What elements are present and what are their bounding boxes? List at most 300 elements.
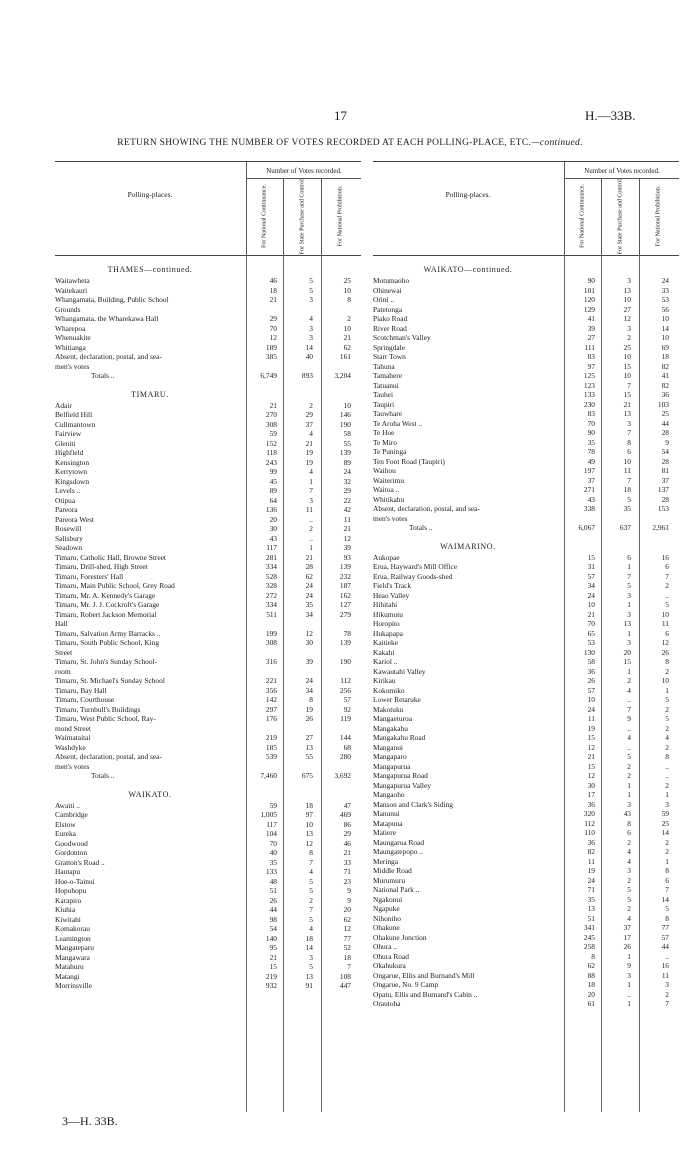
- table-row: [373, 952, 679, 962]
- table-header: [55, 162, 361, 256]
- state-purchase-votes: 893: [301, 371, 313, 380]
- table-row: [373, 743, 679, 753]
- state-purchase-votes: 9: [627, 714, 631, 723]
- national-prohibition-votes: 146: [339, 410, 351, 419]
- polling-place-name: Waitoa ..: [373, 485, 400, 494]
- table-row: [55, 724, 361, 734]
- national-continuance-votes: 64: [269, 495, 277, 505]
- polling-place-name: Mangapurua Valley: [373, 780, 431, 790]
- state-purchase-votes: 14: [305, 943, 313, 952]
- national-continuance-votes: 54: [269, 924, 277, 933]
- state-purchase-votes: 3: [627, 638, 631, 647]
- state-purchase-votes: 4: [309, 314, 313, 323]
- national-continuance-votes: 71: [587, 885, 595, 894]
- national-continuance-votes: 12: [587, 742, 595, 752]
- national-prohibition-votes: 5: [665, 904, 669, 913]
- state-purchase-votes: 3: [309, 333, 313, 342]
- national-continuance-votes: 320: [583, 809, 595, 818]
- polling-place-name: Te Hoe: [373, 428, 395, 437]
- national-prohibition-votes: ..: [665, 771, 669, 780]
- table-row: [55, 858, 361, 868]
- table-row: [55, 352, 361, 362]
- national-prohibition-votes: 62: [343, 342, 351, 352]
- state-purchase-votes: 37: [305, 419, 313, 429]
- polling-place-name: Washdyke: [55, 742, 86, 752]
- national-continuance-votes: 21: [269, 295, 277, 304]
- state-purchase-votes: 5: [627, 894, 631, 904]
- polling-place-name: Springdale: [373, 342, 406, 352]
- national-prohibition-votes: 53: [661, 295, 669, 304]
- table-row: [373, 600, 679, 610]
- state-purchase-votes: 34: [305, 609, 313, 619]
- table-row: [55, 572, 361, 582]
- national-continuance-votes: 37: [587, 475, 595, 485]
- national-prohibition-votes: 162: [339, 590, 351, 600]
- polling-place-name: Hukapapa: [373, 628, 403, 638]
- state-purchase-votes: 7: [627, 571, 631, 581]
- table-row: [373, 942, 679, 952]
- table-row: [55, 705, 361, 715]
- polling-place-name: Field's Track: [373, 581, 412, 590]
- national-prohibition-votes: 187: [339, 581, 351, 590]
- table-row: [373, 819, 679, 829]
- national-continuance-votes: 90: [587, 428, 595, 437]
- national-continuance-votes: 39: [587, 323, 595, 333]
- polling-place-name: Karapiro: [55, 895, 82, 905]
- polling-places-header: Polling-places.: [127, 190, 173, 199]
- national-continuance-votes: 90: [587, 276, 595, 285]
- polling-place-name: Aukopae: [373, 552, 400, 562]
- national-continuance-votes: 272: [265, 590, 277, 600]
- polling-place-name: Timaru, Foresters' Hall: [55, 571, 124, 581]
- polling-place-name: Kokomiko: [373, 685, 405, 695]
- national-prohibition-votes: 14: [661, 323, 669, 333]
- national-continuance-votes: 152: [265, 438, 277, 448]
- national-continuance-votes: 62: [587, 961, 595, 970]
- national-continuance-votes: 129: [583, 304, 595, 314]
- state-purchase-votes: 3: [627, 609, 631, 619]
- table-row: [55, 714, 361, 724]
- state-purchase-votes: 13: [305, 742, 313, 752]
- state-purchase-votes: 15: [623, 657, 631, 666]
- national-prohibition-votes: 12: [661, 638, 669, 647]
- polling-place-name: Kensington: [55, 457, 90, 467]
- national-prohibition-votes: 29: [343, 486, 351, 495]
- national-prohibition-votes: 9: [347, 895, 351, 905]
- table-row: [55, 314, 361, 324]
- national-continuance-votes: 185: [265, 742, 277, 752]
- national-continuance-votes: 12: [587, 771, 595, 780]
- state-purchase-votes: 5: [309, 914, 313, 924]
- state-purchase-votes: 7: [627, 428, 631, 437]
- state-purchase-votes: 18: [623, 485, 631, 494]
- state-purchase-votes: 7: [627, 380, 631, 390]
- polling-place-name: Elstow: [55, 819, 76, 829]
- national-prohibition-votes: 2: [665, 989, 669, 999]
- national-prohibition-votes: 2: [665, 742, 669, 752]
- table-row: [55, 505, 361, 515]
- header-national-prohibition: For National Prohibition.: [337, 185, 344, 247]
- national-continuance-votes: 40: [269, 848, 277, 857]
- polling-place-name: Matangi: [55, 971, 80, 981]
- polling-place-name: Totals ..: [409, 523, 433, 532]
- polling-place-name: Whangamata, Building, Public School: [55, 295, 169, 304]
- table-row: [55, 429, 361, 439]
- national-continuance-votes: 111: [584, 342, 595, 352]
- national-prohibition-votes: 279: [339, 609, 351, 619]
- national-prohibition-votes: 57: [343, 695, 351, 704]
- national-continuance-votes: 110: [584, 828, 595, 837]
- table-row: [373, 933, 679, 943]
- table-row: [55, 981, 361, 991]
- national-continuance-votes: 281: [265, 552, 277, 562]
- state-purchase-votes: 10: [623, 456, 631, 466]
- polling-place-name: Tauhei: [373, 390, 394, 399]
- table-row: [55, 667, 361, 677]
- state-purchase-votes: 2: [627, 837, 631, 847]
- state-purchase-votes: 2: [627, 333, 631, 342]
- table-row: [373, 371, 679, 381]
- national-prohibition-votes: 7: [665, 999, 669, 1008]
- national-continuance-votes: 44: [269, 905, 277, 914]
- national-continuance-votes: 338: [583, 504, 595, 513]
- state-purchase-votes: 8: [309, 848, 313, 857]
- state-purchase-votes: 8: [627, 437, 631, 447]
- national-continuance-votes: 230: [583, 399, 595, 409]
- table-row: [55, 762, 361, 772]
- polling-place-name: Mangapurua Road: [373, 771, 428, 780]
- polling-place-name: Orini ..: [373, 295, 395, 304]
- state-purchase-votes: 7: [309, 486, 313, 495]
- polling-place-name: Timaru, Catholic Hall, Browne Street: [55, 552, 166, 562]
- national-continuance-votes: 97: [587, 361, 595, 371]
- national-prohibition-votes: 86: [343, 819, 351, 829]
- national-prohibition-votes: 2: [665, 837, 669, 847]
- table-row: [373, 961, 679, 971]
- table-row: [373, 485, 679, 495]
- national-continuance-votes: 20: [587, 989, 595, 999]
- polling-place-name: room: [55, 666, 71, 676]
- table-row: [55, 896, 361, 906]
- national-continuance-votes: 35: [587, 437, 595, 447]
- national-continuance-votes: 59: [269, 800, 277, 810]
- table-row: [373, 809, 679, 819]
- polling-place-name: Timaru, Mr. A. Kennedy's Garage: [55, 590, 156, 600]
- table-row: [55, 439, 361, 449]
- polling-place-name: Ten Foot Road (Taupiri): [373, 456, 445, 466]
- table-row: [55, 839, 361, 849]
- polling-place-name: Levels ..: [55, 486, 81, 495]
- table-row: [373, 419, 679, 429]
- polling-place-name: Pareora West: [55, 514, 94, 524]
- polling-place-name: Erua, Hayward's Mill Office: [373, 562, 458, 571]
- state-purchase-votes: 2: [309, 895, 313, 905]
- national-prohibition-votes: 77: [661, 923, 669, 932]
- polling-place-name: Murumuru: [373, 875, 406, 885]
- national-prohibition-votes: 54: [661, 447, 669, 456]
- table-row: [55, 496, 361, 506]
- national-prohibition-votes: 119: [340, 714, 351, 723]
- national-continuance-votes: 21: [587, 752, 595, 761]
- national-continuance-votes: 101: [583, 285, 595, 295]
- table-row: [373, 572, 679, 582]
- polling-place-name: River Road: [373, 323, 407, 333]
- national-continuance-votes: 24: [587, 875, 595, 885]
- state-purchase-votes: 4: [627, 856, 631, 866]
- national-continuance-votes: 98: [269, 914, 277, 924]
- national-continuance-votes: 34: [587, 581, 595, 590]
- national-prohibition-votes: 103: [657, 399, 669, 409]
- national-prohibition-votes: 10: [343, 285, 351, 295]
- national-prohibition-votes: 8: [665, 866, 669, 875]
- national-continuance-votes: 43: [587, 494, 595, 504]
- polling-place-name: Starr Town: [373, 352, 406, 361]
- state-purchase-votes: 1: [627, 780, 631, 790]
- state-purchase-votes: 21: [305, 552, 313, 562]
- table-row: [55, 676, 361, 686]
- national-prohibition-votes: 20: [343, 905, 351, 914]
- polling-place-name: Mangawara: [55, 952, 90, 962]
- polling-place-name: Leamington: [55, 933, 91, 943]
- national-continuance-votes: 78: [587, 447, 595, 456]
- national-prohibition-votes: 10: [661, 609, 669, 619]
- table-row: [373, 923, 679, 933]
- table-row: [55, 515, 361, 525]
- header-national-continuance: For National Continuance.: [579, 184, 586, 248]
- national-continuance-votes: 36: [587, 799, 595, 809]
- national-prohibition-votes: 28: [661, 494, 669, 504]
- state-purchase-votes: 35: [623, 504, 631, 513]
- national-continuance-votes: 140: [265, 933, 277, 943]
- table-row: [373, 362, 679, 372]
- polling-place-name: Hall: [55, 619, 68, 628]
- state-purchase-votes: 18: [305, 933, 313, 943]
- state-purchase-votes: ..: [309, 514, 313, 524]
- national-continuance-votes: 48: [269, 876, 277, 886]
- polling-place-name: Cullmantown: [55, 419, 96, 429]
- polling-place-name: Ohinewai: [373, 285, 402, 295]
- national-prohibition-votes: 69: [661, 342, 669, 352]
- state-purchase-votes: 3: [627, 418, 631, 428]
- national-continuance-votes: 70: [269, 323, 277, 333]
- state-purchase-votes: 24: [305, 676, 313, 685]
- national-continuance-votes: 328: [265, 581, 277, 590]
- table-row: [373, 790, 679, 800]
- table-row: [55, 553, 361, 563]
- national-continuance-votes: 219: [265, 733, 277, 742]
- polling-place-name: National Park ..: [373, 885, 420, 894]
- state-purchase-votes: 4: [627, 733, 631, 742]
- table-row: [373, 324, 679, 334]
- polling-place-name: Timaru, St. Michael's Sunday School: [55, 676, 165, 685]
- table-row: [373, 657, 679, 667]
- national-prohibition-votes: 18: [343, 952, 351, 962]
- polling-place-name: Kingsdown: [55, 476, 90, 486]
- national-continuance-votes: 70: [587, 619, 595, 628]
- table-row: [373, 495, 679, 505]
- table-row: [373, 286, 679, 296]
- national-continuance-votes: 65: [587, 628, 595, 638]
- polling-place-name: Motumaoho: [373, 276, 410, 285]
- table-row: [373, 295, 679, 305]
- state-purchase-votes: 12: [305, 628, 313, 638]
- polling-place-name: Ohura Road: [373, 951, 409, 961]
- national-continuance-votes: 189: [265, 342, 277, 352]
- national-prohibition-votes: 8: [665, 752, 669, 761]
- state-purchase-votes: 62: [305, 571, 313, 581]
- polling-place-name: Tauwhare: [373, 409, 403, 418]
- state-purchase-votes: ..: [627, 742, 631, 752]
- state-purchase-votes: 21: [305, 438, 313, 448]
- national-continuance-votes: 45: [269, 476, 277, 486]
- state-purchase-votes: 1: [627, 951, 631, 961]
- national-continuance-votes: 528: [265, 571, 277, 581]
- votes-header: Number of Votes recorded.: [584, 167, 660, 175]
- table-row: [373, 562, 679, 572]
- table-row: [55, 610, 361, 620]
- national-prohibition-votes: 7: [347, 962, 351, 971]
- table-row: [373, 752, 679, 762]
- polling-place-name: Hikumutu: [373, 609, 403, 619]
- polling-place-name: Mangaeturoa: [373, 714, 412, 723]
- table-row: [373, 629, 679, 639]
- state-purchase-votes: 5: [309, 285, 313, 295]
- state-purchase-votes: 3: [309, 495, 313, 505]
- table-row: [373, 504, 679, 514]
- table-row: [373, 733, 679, 743]
- national-prohibition-votes: 59: [661, 809, 669, 818]
- table-row: [55, 867, 361, 877]
- state-purchase-votes: 4: [627, 847, 631, 856]
- national-prohibition-votes: 8: [665, 657, 669, 666]
- national-prohibition-votes: 44: [661, 942, 669, 951]
- polling-place-name: Maungaroa Road: [373, 837, 425, 847]
- national-prohibition-votes: 78: [343, 628, 351, 638]
- polling-place-name: Tatuanui: [373, 380, 399, 390]
- national-prohibition-votes: 139: [339, 448, 351, 457]
- national-prohibition-votes: 5: [665, 695, 669, 704]
- footer-reference: 3—H. 33B.: [62, 1114, 118, 1128]
- state-purchase-votes: 7: [309, 905, 313, 914]
- state-purchase-votes: 4: [627, 913, 631, 923]
- national-continuance-votes: 271: [583, 485, 595, 494]
- national-prohibition-votes: 8: [347, 295, 351, 304]
- polling-place-name: Timaru, West Public School, Ray-: [55, 714, 156, 723]
- state-purchase-votes: 675: [301, 771, 313, 780]
- polling-place-name: Gordonton: [55, 848, 88, 857]
- polling-place-name: Hopuhopu: [55, 886, 87, 895]
- national-prohibition-votes: 24: [661, 276, 669, 285]
- national-continuance-votes: 49: [587, 456, 595, 466]
- section-title: TIMARU.: [131, 389, 169, 399]
- national-prohibition-votes: 12: [343, 533, 351, 543]
- national-continuance-votes: 12: [269, 333, 277, 342]
- table-row: [373, 828, 679, 838]
- national-continuance-votes: 35: [587, 894, 595, 904]
- national-continuance-votes: 117: [266, 819, 277, 829]
- state-purchase-votes: 35: [305, 600, 313, 609]
- polling-place-name: Kirikau: [373, 676, 396, 685]
- national-prohibition-votes: 23: [343, 876, 351, 886]
- national-prohibition-votes: 7: [665, 571, 669, 581]
- state-purchase-votes: ..: [627, 723, 631, 733]
- polling-place-name: Cambridge: [55, 810, 88, 819]
- state-purchase-votes: 37: [623, 923, 631, 932]
- polling-place-name: Goodwood: [55, 838, 88, 848]
- polling-place-name: Mangateparu: [55, 943, 94, 952]
- national-prohibition-votes: 44: [661, 418, 669, 428]
- national-prohibition-votes: 280: [339, 752, 351, 761]
- national-continuance-votes: 43: [269, 533, 277, 543]
- state-purchase-votes: 1: [627, 600, 631, 609]
- national-prohibition-votes: 232: [339, 571, 351, 581]
- polling-place-name: Taupiri: [373, 399, 395, 409]
- state-purchase-votes: 26: [623, 942, 631, 951]
- table-row: [373, 466, 679, 476]
- table-row: [55, 972, 361, 982]
- polling-place-name: Middle Road: [373, 866, 412, 875]
- polling-place-name: Manganui: [373, 742, 403, 752]
- state-purchase-votes: 2: [309, 524, 313, 533]
- national-prohibition-votes: 18: [661, 352, 669, 361]
- national-prohibition-votes: 21: [343, 524, 351, 533]
- national-prohibition-votes: 92: [343, 704, 351, 714]
- polling-place-name: Kariol ..: [373, 657, 398, 666]
- table-row: [373, 686, 679, 696]
- table-row: [373, 838, 679, 848]
- national-continuance-votes: 142: [265, 695, 277, 704]
- national-continuance-votes: 123: [583, 380, 595, 390]
- national-prohibition-votes: 1: [665, 856, 669, 866]
- national-prohibition-votes: 139: [339, 638, 351, 647]
- polling-place-name: Whenuakite: [55, 333, 91, 342]
- national-continuance-votes: 334: [265, 600, 277, 609]
- national-prohibition-votes: 14: [661, 894, 669, 904]
- state-purchase-votes: 3: [627, 590, 631, 600]
- polling-place-name: Manunui: [373, 809, 400, 818]
- table-row: [373, 276, 679, 286]
- polling-place-name: Timaru, Robert Jackson Memorial: [55, 609, 157, 619]
- national-continuance-votes: 316: [265, 657, 277, 666]
- national-prohibition-votes: 2: [665, 704, 669, 714]
- national-prohibition-votes: 12: [343, 924, 351, 933]
- national-continuance-votes: 10: [587, 600, 595, 609]
- national-prohibition-votes: 39: [343, 543, 351, 552]
- national-continuance-votes: 356: [265, 685, 277, 695]
- polling-place-name: Timaru, Main Public School, Grey Road: [55, 581, 175, 590]
- state-purchase-votes: 3: [309, 952, 313, 962]
- table-row: [373, 400, 679, 410]
- national-prohibition-votes: 3,204: [334, 371, 351, 380]
- polling-place-name: Hautapu: [55, 867, 81, 876]
- national-continuance-votes: 118: [266, 448, 277, 457]
- polling-place-name: men's votes: [55, 361, 90, 371]
- national-continuance-votes: 136: [265, 505, 277, 514]
- national-continuance-votes: 21: [269, 400, 277, 410]
- national-continuance-votes: 89: [269, 486, 277, 495]
- national-continuance-votes: 258: [583, 942, 595, 951]
- polling-place-name: Te Puninga: [373, 447, 407, 456]
- national-prohibition-votes: 3: [665, 799, 669, 809]
- table-row: [373, 390, 679, 400]
- national-continuance-votes: 8: [591, 951, 595, 961]
- polling-place-name: Meringa: [373, 856, 399, 866]
- table-row: [373, 553, 679, 563]
- state-purchase-votes: 4: [309, 467, 313, 476]
- national-continuance-votes: 26: [269, 895, 277, 905]
- polling-place-name: Tamahere: [373, 371, 403, 380]
- national-prohibition-votes: 10: [661, 676, 669, 685]
